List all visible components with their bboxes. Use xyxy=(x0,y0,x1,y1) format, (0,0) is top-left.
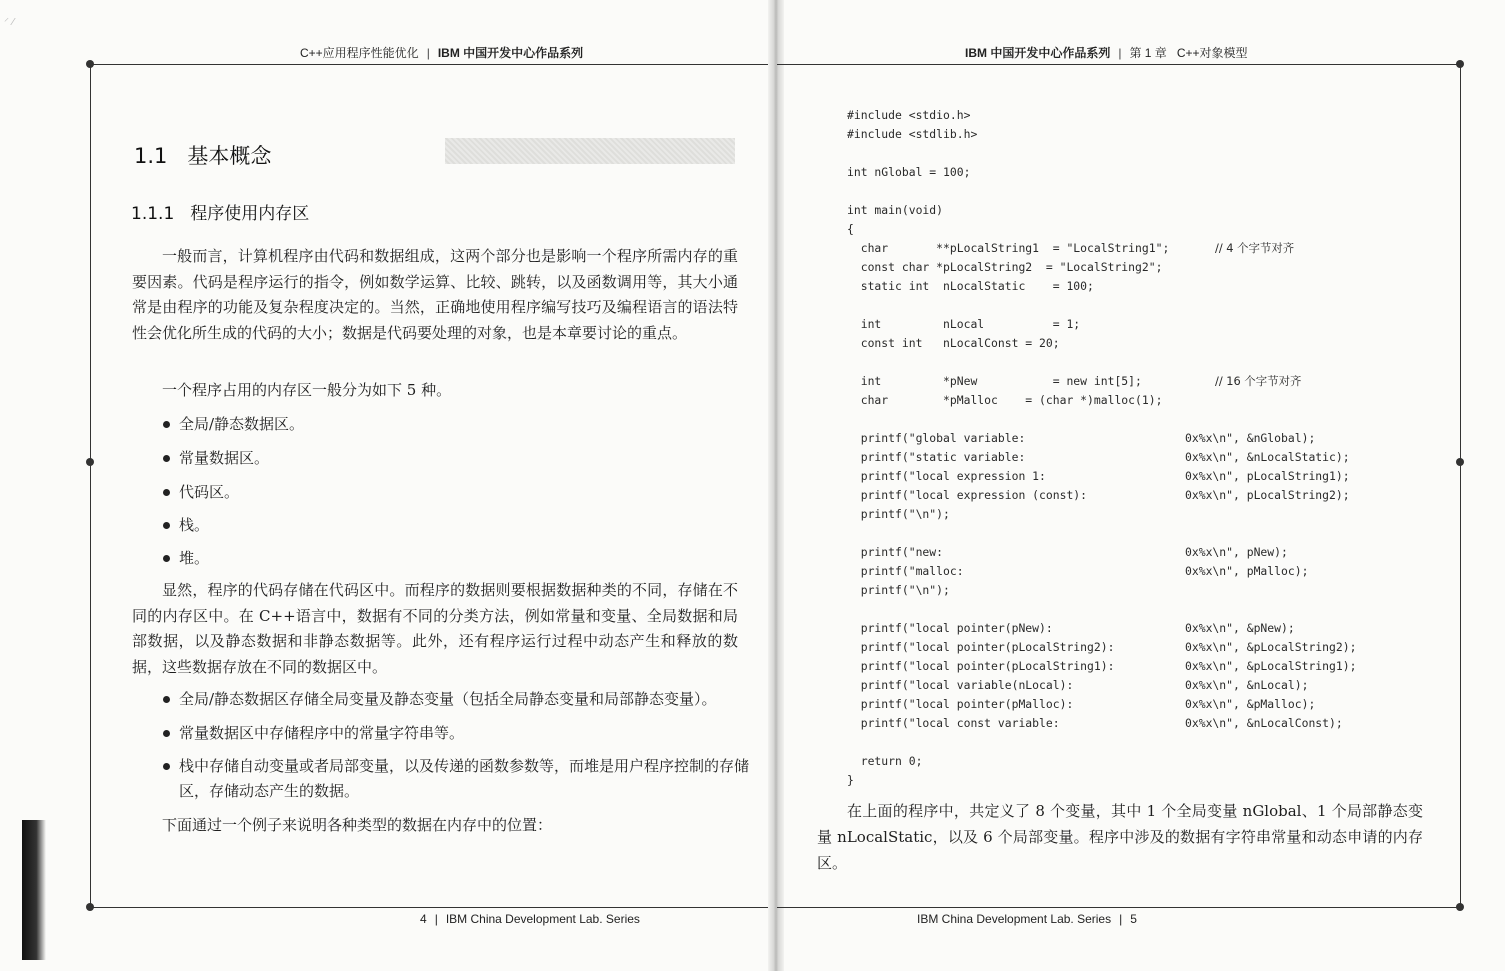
corner-dot xyxy=(86,60,94,68)
code-line xyxy=(847,429,1316,448)
code-line xyxy=(847,239,1295,258)
left-footer xyxy=(420,912,640,926)
code-line: int nLocal = 1; xyxy=(847,317,1081,331)
code-line: static int nLocalStatic = 100; xyxy=(847,279,1094,293)
footer-series: IBM China Development Lab. Series xyxy=(445,912,640,926)
left-running-header xyxy=(300,44,583,61)
header-separator: | xyxy=(1118,46,1122,60)
code-line: printf("\n"); xyxy=(847,583,950,597)
corner-dot xyxy=(86,458,94,466)
code-text: printf("local expression 1: xyxy=(847,469,1046,483)
corner-dot xyxy=(1456,458,1464,466)
code-text: printf("static variable: xyxy=(847,450,1026,464)
code-text: 0x%x\n", &pMalloc); xyxy=(1185,697,1316,711)
series-title: IBM 中国开发中心作品系列 xyxy=(965,46,1111,60)
code-comment: // 16 个字节对齐 xyxy=(1215,374,1302,388)
list-item: 常量数据区中存储程序中的常量字符串等。 xyxy=(162,721,757,746)
footer-separator: | xyxy=(434,912,438,926)
code-line: int nGlobal = 100; xyxy=(847,165,971,179)
list-item: 全局/静态数据区存储全局变量及静态变量（包括全局静态变量和局部静态变量）。 xyxy=(162,687,757,712)
code-line xyxy=(847,448,1350,467)
paragraph: 下面通过一个例子来说明各种类型的数据在内存中的位置： xyxy=(162,816,553,834)
code-text: 0x%x\n", &pLocalString1); xyxy=(1185,659,1357,673)
code-line: printf("\n"); xyxy=(847,507,950,521)
corner-dot xyxy=(1456,60,1464,68)
footer-separator: | xyxy=(1119,912,1123,926)
code-line xyxy=(847,619,1295,638)
left-margin-rule xyxy=(90,64,91,907)
footer-series: IBM China Development Lab. Series xyxy=(917,912,1112,926)
right-margin-rule xyxy=(1460,64,1461,907)
code-text: 0x%x\n", pLocalString2); xyxy=(1185,488,1350,502)
code-text: 0x%x\n", &nLocalStatic); xyxy=(1185,450,1350,464)
corner-dot xyxy=(1456,903,1464,911)
code-text: 0x%x\n", &nLocalConst); xyxy=(1185,716,1343,730)
list-item: 常量数据区。 xyxy=(162,446,757,471)
list-item: 栈中存储自动变量或者局部变量，以及传递的函数参数等，而堆是用户程序控制的存储区，存储动态产生的数据。 xyxy=(162,754,757,804)
code-text: 0x%x\n", &pNew); xyxy=(1185,621,1295,635)
code-line xyxy=(847,714,1343,733)
page-number: 4 xyxy=(420,912,427,926)
section-title: 基本概念 xyxy=(187,144,272,168)
code-text: printf("local expression (const): xyxy=(847,488,1088,502)
list-item: 全局/静态数据区。 xyxy=(162,412,757,437)
code-line: const int nLocalConst = 20; xyxy=(847,336,1060,350)
list-item: 栈。 xyxy=(162,513,757,538)
bottom-rule xyxy=(777,907,1461,908)
paragraph: 显然，程序的代码存储在代码区中。而程序的数据则要根据数据种类的不同，存储在不同的内存区中。在 C++语言中，数据有不同的分类方法，例如常量和变量、全局数据和局部数据，以及静态数据和非静态数据等。此外，还有程序运行过程中动态产生和释放的数据，这些数据存放在不同的数据区中。 xyxy=(132,581,738,676)
code-text: printf("local pointer(pLocalString1): xyxy=(847,659,1115,673)
code-line xyxy=(847,467,1350,486)
chapter-title: C++对象模型 xyxy=(1176,46,1248,60)
list-item: 堆。 xyxy=(162,546,757,571)
subsection-title: 程序使用内存区 xyxy=(190,204,310,224)
code-line xyxy=(847,486,1350,505)
top-rule xyxy=(777,64,1461,65)
code-line: const char *pLocalString2 = "LocalString2"; xyxy=(847,260,1163,274)
code-text: printf("malloc: xyxy=(847,564,964,578)
section-title-band xyxy=(445,138,735,164)
code-text: printf("new: xyxy=(847,545,944,559)
code-text: 0x%x\n", &nGlobal); xyxy=(1185,431,1316,445)
paragraph: 在上面的程序中，共定义了 8 个变量，其中 1 个全局变量 nGlobal、1 个局部静态变量 nLocalStatic，以及 6 个局部变量。程序中涉及的数据有字符串常量和动态申请的内存区。 xyxy=(817,802,1423,872)
section-heading xyxy=(134,140,271,170)
code-line: char *pMalloc = (char *)malloc(1); xyxy=(847,393,1163,407)
code-text: printf("local pointer(pNew): xyxy=(847,621,1053,635)
code-line: int main(void) xyxy=(847,203,944,217)
scan-mark: ⸍ ⁄ xyxy=(4,17,14,28)
code-line: } xyxy=(847,773,854,787)
series-title: IBM 中国开发中心作品系列 xyxy=(437,46,584,60)
page-number: 5 xyxy=(1130,912,1137,926)
code-text: printf("global variable: xyxy=(847,431,1026,445)
code-text: int *pNew = new int[5]; xyxy=(847,374,1142,388)
code-line xyxy=(847,695,1316,714)
list-item: 代码区。 xyxy=(162,480,757,505)
code-text: printf("local pointer(pMalloc): xyxy=(847,697,1074,711)
right-running-header xyxy=(965,44,1248,61)
code-text: printf("local pointer(pLocalString2): xyxy=(847,640,1115,654)
paragraph: 一个程序占用的内存区一般分为如下 5 种。 xyxy=(162,381,452,399)
paragraph: 一般而言，计算机程序由代码和数据组成，这两个部分也是影响一个程序所需内存的重要因素。代码是程序运行的指令，例如数学运算、比较、跳转，以及函数调用等，其大小通常是由程序的功能及复杂程度决定的。当然，正确地使用程序编写技巧及编程语言的语法特性会优化所生成的代码的大小；数据是代码要处理的对象，也是本章要讨论的重点。 xyxy=(132,247,738,342)
book-title: C++应用程序性能优化 xyxy=(300,46,419,60)
code-line xyxy=(847,676,1309,695)
code-line: #include <stdlib.h> xyxy=(847,127,978,141)
subsection-heading xyxy=(131,199,309,224)
code-text: 0x%x\n", &nLocal); xyxy=(1185,678,1309,692)
code-line: { xyxy=(847,222,854,236)
header-separator: | xyxy=(426,46,430,60)
chapter-number: 第 1 章 xyxy=(1129,46,1167,60)
right-footer xyxy=(917,912,1137,926)
code-text: printf("local const variable: xyxy=(847,716,1060,730)
code-text: 0x%x\n", &pLocalString2); xyxy=(1185,640,1357,654)
subsection-number: 1.1.1 xyxy=(131,204,175,224)
code-line: return 0; xyxy=(847,754,923,768)
right-page xyxy=(777,0,1505,971)
corner-dot xyxy=(86,903,94,911)
code-line xyxy=(847,372,1302,391)
scan-shadow xyxy=(22,820,46,960)
code-line xyxy=(847,562,1309,581)
bottom-rule xyxy=(90,907,778,908)
code-comment: // 4 个字节对齐 xyxy=(1215,241,1295,255)
code-line xyxy=(847,657,1357,676)
code-line: #include <stdio.h> xyxy=(847,108,971,122)
code-text: 0x%x\n", pLocalString1); xyxy=(1185,469,1350,483)
code-text: 0x%x\n", pMalloc); xyxy=(1185,564,1309,578)
code-text: 0x%x\n", pNew); xyxy=(1185,545,1288,559)
code-line xyxy=(847,543,1288,562)
section-number: 1.1 xyxy=(134,144,168,168)
code-text: char **pLocalString1 = "LocalString1"; xyxy=(847,241,1170,255)
code-text: printf("local variable(nLocal): xyxy=(847,678,1074,692)
top-rule xyxy=(90,64,778,65)
code-line xyxy=(847,638,1357,657)
